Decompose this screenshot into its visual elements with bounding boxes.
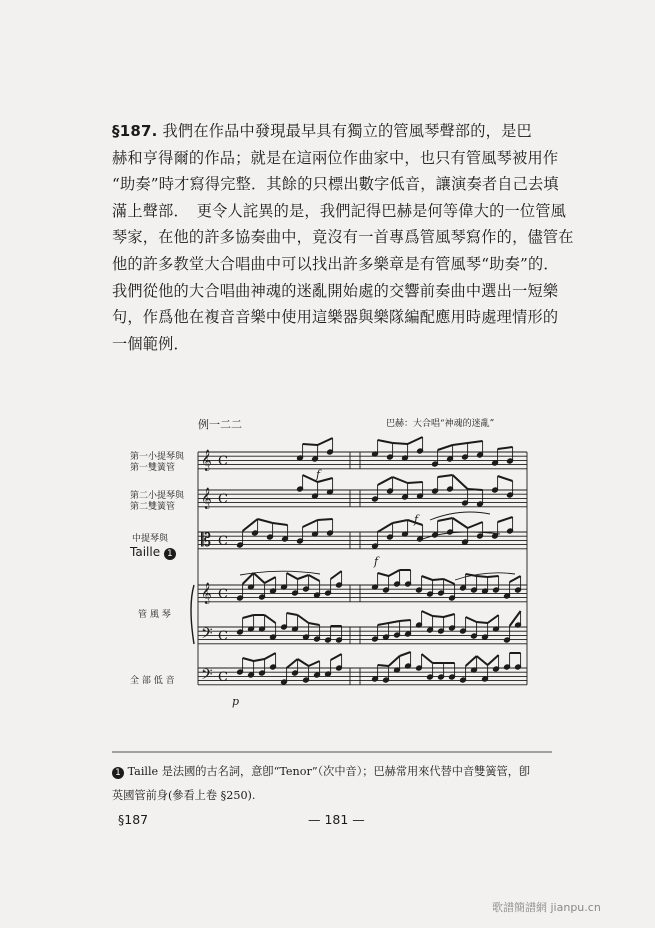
- dynamic-p: p: [232, 695, 240, 708]
- staff-lines: [191, 452, 527, 685]
- svg-text:C: C: [218, 534, 228, 549]
- paragraph-line-2: 赫和亨得爾的作品；就是在這兩位作曲家中，也只有管風琴被用作: [112, 148, 559, 167]
- footnote-rule: [112, 750, 552, 754]
- paragraph-line-9: 一個範例．: [112, 334, 189, 353]
- svg-text:𝄞: 𝄞: [201, 450, 212, 471]
- svg-text:C: C: [218, 670, 228, 685]
- taille-footnote-marker: 1: [164, 548, 176, 560]
- paragraph-line-5: 琴家，在他的許多協奏曲中，竟沒有一首專爲管風琴寫作的，儘管在: [112, 228, 574, 247]
- footnote-marker: 1: [112, 767, 124, 779]
- paragraph-line-7: 我們從他的大合唱曲神魂的迷亂開始處的交響前奏曲中選出一短樂: [112, 281, 559, 300]
- staff-label-violin2: 第二小提琴與 第二雙簧管: [130, 491, 185, 512]
- page-number: — 181 —: [308, 812, 365, 827]
- section-reference: §187.: [112, 122, 158, 140]
- paragraph-line-1: §187. 我們在作品中發現最早具有獨立的管風琴聲部的，是巴: [112, 122, 532, 140]
- footnote-line-1: 1 Taille 是法國的古名詞，意卽“Tenor”（次中音）；巴赫常用來代替中音雙簧管，卽: [112, 760, 552, 784]
- svg-text:𝄞: 𝄞: [201, 583, 212, 604]
- paragraph-line-6: 他的許多教堂大合唱曲中可以找出許多樂章是有管風琴“助奏”的．: [112, 254, 559, 273]
- svg-text:C: C: [218, 587, 228, 602]
- dynamic-f-1: f: [316, 468, 321, 481]
- watermark: 歌譜簡譜網 jianpu.cn: [492, 901, 601, 914]
- example-label: 例一二二: [198, 418, 242, 431]
- score-notes: [201, 437, 521, 687]
- paragraph-line-8: 句，作爲他在複音音樂中使用這樂器與樂隊編配應用時處理情形的: [112, 308, 559, 327]
- svg-text:𝄞: 𝄞: [201, 488, 212, 509]
- svg-text:𝄢: 𝄢: [201, 625, 213, 646]
- dynamic-f-3: f: [374, 555, 379, 568]
- svg-text:C: C: [218, 629, 228, 644]
- svg-text:𝄡: 𝄡: [201, 530, 212, 551]
- paragraph-line-4: 滿上聲部． 更令人詫異的是，我們記得巴赫是何等偉大的一位管風: [112, 201, 567, 220]
- svg-text:𝄢: 𝄢: [201, 666, 213, 687]
- dynamic-f-2: f: [414, 513, 419, 526]
- staff-label-organ: 管 風 琴: [138, 610, 171, 620]
- svg-text:C: C: [218, 454, 228, 469]
- footnote: [112, 760, 552, 808]
- staff-label-violin1: 第一小提琴與 第一雙簧管: [130, 452, 185, 473]
- staff-label-bass: 全 部 低 音: [130, 676, 175, 686]
- paragraph-line-3: “助奏”時才寫得完整．其餘的只標出數字低音，讓演奏者自己去填: [112, 175, 559, 194]
- footer-section: §187: [118, 812, 149, 827]
- svg-text:C: C: [218, 492, 228, 507]
- score-source: 巴赫：大合唱“神魂的迷亂”: [386, 419, 495, 429]
- footnote-line-2: 英國管前身(參看上卷 §250).: [112, 789, 256, 802]
- staff-label-viola: 中提琴與: [132, 534, 169, 544]
- staff-label-taille: Taille 1: [130, 547, 176, 560]
